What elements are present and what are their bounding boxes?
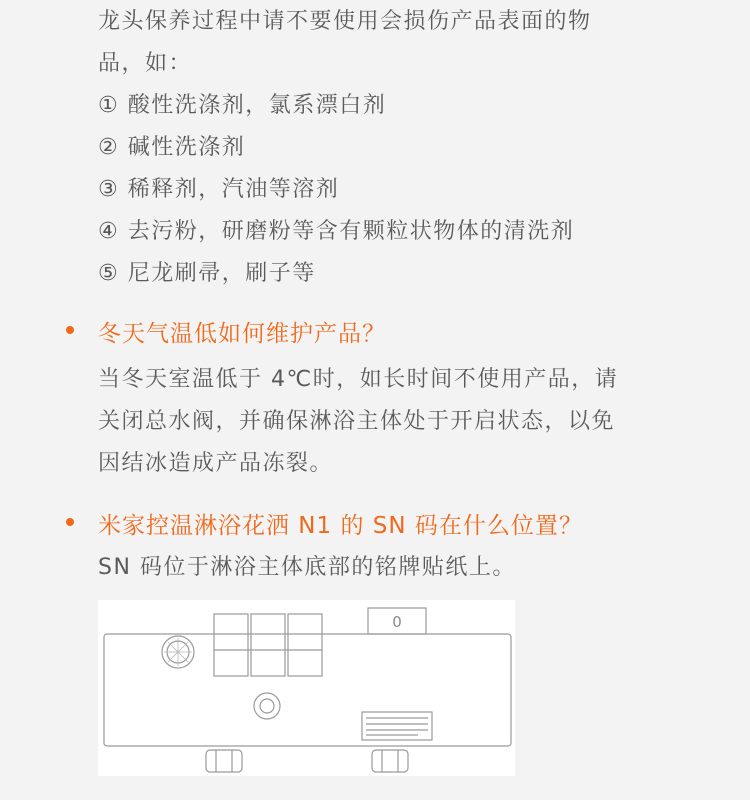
prohibited-item-4: ④ 去污粉，研磨粉等含有颗粒状物体的清洗剂	[98, 219, 575, 244]
prohibited-item-2: ② 碱性洗涤剂	[98, 135, 246, 160]
top-knob-label: 0	[392, 613, 402, 631]
faq-bullet-2	[66, 518, 74, 526]
prohibited-item-1: ① 酸性洗涤剂，氯系漂白剂	[98, 93, 387, 118]
center-outlet	[254, 693, 280, 719]
shower-body-drawing	[98, 600, 515, 776]
faq-bullet-1	[66, 326, 74, 334]
faq-answer-2-line-1: SN 码位于淋浴主体底部的铭牌贴纸上。	[98, 555, 516, 580]
intro-line-1: 龙头保养过程中请不要使用会损伤产品表面的物	[98, 9, 592, 34]
faq-answer-1-line-1: 当冬天室温低于 4℃时，如长时间不使用产品，请	[98, 367, 619, 392]
intro-line-2: 品，如：	[98, 51, 193, 76]
faq-question-1: 冬天气温低如何维护产品？	[98, 321, 386, 347]
shower-body-diagram	[98, 600, 515, 776]
sn-nameplate-sticker	[362, 712, 432, 740]
shower-body-outline	[104, 634, 511, 746]
water-inlet-right	[372, 750, 408, 772]
control-module-right	[288, 614, 322, 676]
prohibited-item-3: ③ 稀释剂，汽油等溶剂	[98, 177, 340, 202]
control-module-middle	[251, 614, 285, 676]
faq-answer-1-line-3: 因结冰造成产品冻裂。	[98, 451, 334, 476]
control-module-left	[214, 614, 248, 676]
faq-answer-1-line-2: 关闭总水阀，并确保淋浴主体处于开启状态，以免	[98, 409, 616, 434]
water-inlet-left	[206, 750, 242, 772]
faq-question-2: 米家控温淋浴花洒 N1 的 SN 码在什么位置？	[98, 513, 583, 539]
prohibited-item-5: ⑤ 尼龙刷帚，刷子等	[98, 261, 316, 286]
